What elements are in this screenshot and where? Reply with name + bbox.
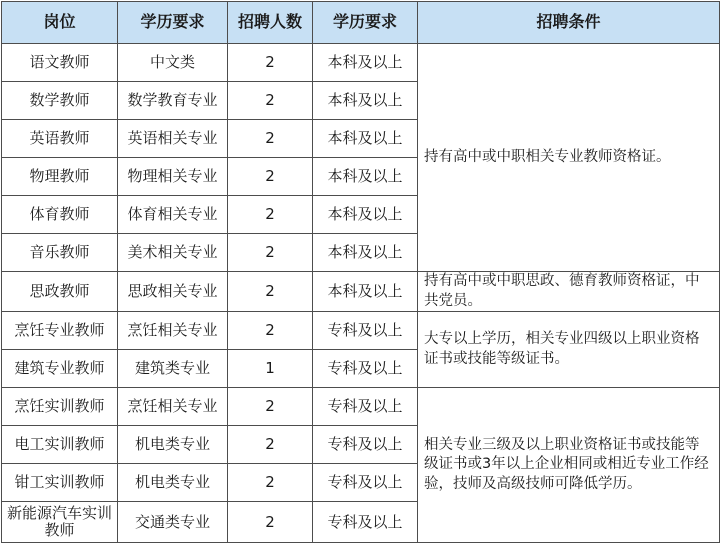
cell-position: 数学教师 (2, 82, 118, 120)
cell-major: 中文类 (118, 44, 228, 82)
header-position: 岗位 (2, 2, 118, 44)
cell-position: 语文教师 (2, 44, 118, 82)
cell-major: 数学教育专业 (118, 82, 228, 120)
cell-count: 2 (228, 464, 313, 502)
table-row (2, 44, 720, 82)
cell-position: 物理教师 (2, 158, 118, 196)
cell-education: 专科及以上 (313, 312, 418, 350)
cell-position: 英语教师 (2, 120, 118, 158)
cell-education: 专科及以上 (313, 350, 418, 388)
cell-count: 2 (228, 502, 313, 543)
cell-education: 本科及以上 (313, 82, 418, 120)
cell-major: 思政相关专业 (118, 272, 228, 312)
cell-major: 建筑类专业 (118, 350, 228, 388)
cell-education: 本科及以上 (313, 272, 418, 312)
cell-education: 本科及以上 (313, 234, 418, 272)
cell-count: 1 (228, 350, 313, 388)
cell-count: 2 (228, 272, 313, 312)
cell-major: 物理相关专业 (118, 158, 228, 196)
header-count: 招聘人数 (228, 2, 313, 44)
cell-position: 烹饪专业教师 (2, 312, 118, 350)
cell-count: 2 (228, 388, 313, 426)
cell-major: 机电类专业 (118, 426, 228, 464)
cell-education: 本科及以上 (313, 196, 418, 234)
header-row (2, 2, 720, 44)
cell-education: 本科及以上 (313, 158, 418, 196)
header-education: 学历要求 (313, 2, 418, 44)
cell-position: 电工实训教师 (2, 426, 118, 464)
cell-count: 2 (228, 234, 313, 272)
cell-education: 专科及以上 (313, 464, 418, 502)
cell-education: 本科及以上 (313, 44, 418, 82)
cell-major: 英语相关专业 (118, 120, 228, 158)
cell-count: 2 (228, 120, 313, 158)
cell-count: 2 (228, 158, 313, 196)
cell-position: 新能源汽车实训教师 (2, 502, 118, 543)
cell-count: 2 (228, 44, 313, 82)
recruitment-table (1, 1, 720, 543)
cell-major: 美术相关专业 (118, 234, 228, 272)
header-conditions: 招聘条件 (418, 2, 720, 44)
cell-position: 音乐教师 (2, 234, 118, 272)
table-row (2, 272, 720, 312)
cell-count: 2 (228, 196, 313, 234)
cell-position: 烹饪实训教师 (2, 388, 118, 426)
cell-major: 烹饪相关专业 (118, 312, 228, 350)
cell-conditions: 持有高中或中职相关专业教师资格证。 (418, 44, 720, 272)
cell-education: 专科及以上 (313, 426, 418, 464)
header-major: 学历要求 (118, 2, 228, 44)
cell-position: 思政教师 (2, 272, 118, 312)
cell-conditions: 持有高中或中职思政、德育教师资格证，中共党员。 (418, 272, 720, 312)
cell-major: 机电类专业 (118, 464, 228, 502)
cell-count: 2 (228, 426, 313, 464)
cell-position: 建筑专业教师 (2, 350, 118, 388)
cell-major: 烹饪相关专业 (118, 388, 228, 426)
cell-position: 钳工实训教师 (2, 464, 118, 502)
cell-conditions: 大专以上学历，相关专业四级以上职业资格证书或技能等级证书。 (418, 312, 720, 388)
cell-education: 专科及以上 (313, 388, 418, 426)
cell-conditions: 相关专业三级及以上职业资格证书或技能等级证书或3年以上企业相同或相近专业工作经验，技师及高级技师可降低学历。 (418, 388, 720, 543)
cell-count: 2 (228, 82, 313, 120)
cell-major: 交通类专业 (118, 502, 228, 543)
cell-position: 体育教师 (2, 196, 118, 234)
table-row (2, 312, 720, 350)
cell-education: 专科及以上 (313, 502, 418, 543)
cell-major: 体育相关专业 (118, 196, 228, 234)
cell-education: 本科及以上 (313, 120, 418, 158)
cell-count: 2 (228, 312, 313, 350)
table-row (2, 388, 720, 426)
